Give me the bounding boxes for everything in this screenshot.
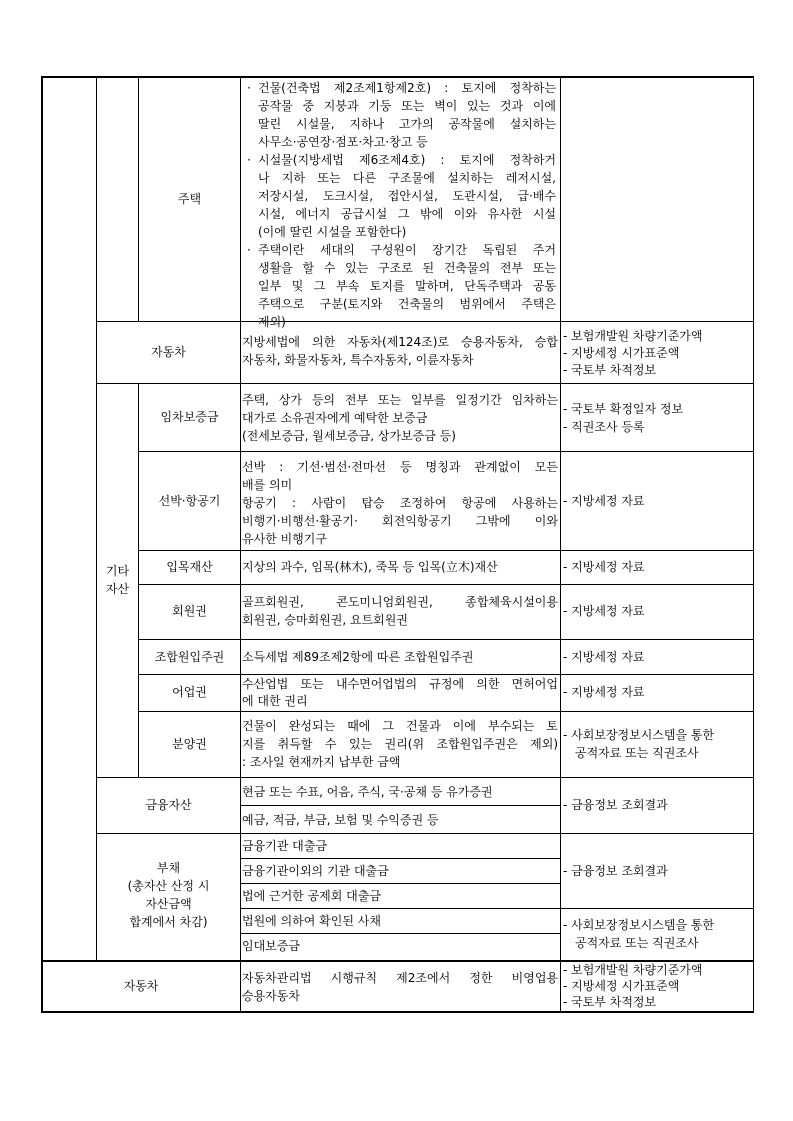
membership-description-line: 골프회원권, 콘도미니엄회원권, 종합체육시설이용 xyxy=(242,595,558,609)
housing-bullet3-line: 제외) xyxy=(258,315,286,329)
row-divider xyxy=(240,805,560,806)
deposit-source-line: - 국토부 확정일자 정보 xyxy=(563,402,684,416)
debt-item: 법원에 의하여 확인된 사채 xyxy=(242,914,381,928)
table-border-left xyxy=(41,76,43,1012)
row-divider xyxy=(138,584,754,585)
housing-bullet2-line: 나 지하 또는 다른 구조물에 설치하는 레저시설, xyxy=(258,171,556,185)
row-label-debt: 자산금액 xyxy=(145,897,192,911)
row-divider xyxy=(240,858,560,859)
row-label-forest: 입목재산 xyxy=(166,560,213,574)
car-description-line: 지방세법에 의한 자동차(제124조)로 승용자동차, 승합 xyxy=(242,335,558,349)
debt-item: 금융기관이외의 기관 대출금 xyxy=(242,864,389,878)
housing-bullet2-line: 시설, 에너지 공급시설 그 밖에 이와 유사한 시설 xyxy=(258,207,556,221)
forest-source: - 지방세정 자료 xyxy=(563,560,645,574)
car-source-line: - 국토부 차적정보 xyxy=(563,363,657,377)
car2-description-line: 자동차관리법 시행규칙 제2조에서 정한 비영업용 xyxy=(242,971,558,985)
row-label-presale-right: 분양권 xyxy=(172,737,207,751)
deposit-description-line: 대가로 소유권자에게 예탁한 보증금 xyxy=(242,411,428,425)
table-border-bottom xyxy=(41,1011,754,1013)
presale-source-line: - 사회보장정보시스템을 통한 xyxy=(563,728,715,742)
car-description-line: 자동차, 화물자동차, 특수자동차, 이륜자동차 xyxy=(242,353,474,367)
housing-bullet2-line: 저장시설, 도크시설, 접안시설, 도관시설, 급·배수 xyxy=(258,189,556,203)
ship-description-line: 선박 : 기선·범선·전마선 등 명칭과 관계없이 모든 xyxy=(242,460,558,474)
row-label-union-right: 조합원입주권 xyxy=(154,650,225,664)
debt-source-line: 공적자료 또는 직권조사 xyxy=(575,936,699,950)
ship-description-line: 비행기·비행선·활공기· 회전익항공기 그밖에 이와 xyxy=(242,514,558,528)
row-divider xyxy=(96,777,754,778)
finance-source: - 금융정보 조회결과 xyxy=(563,798,668,812)
column-divider xyxy=(240,76,241,1012)
row-label-car-2: 자동차 xyxy=(123,979,159,993)
housing-bullet2-line: (이에 딸린 시설을 포함한다) xyxy=(258,225,407,239)
debt-item: 법에 근거한 공제회 대출금 xyxy=(242,889,381,903)
deposit-description-line: 주택, 상가 등의 전부 또는 일부를 일정기간 임차하는 xyxy=(242,393,558,407)
finance-description: 현금 또는 수표, 어음, 주식, 국·공채 등 유가증권 xyxy=(242,785,493,799)
forest-description: 지상의 과수, 임목(林木), 죽목 등 입목(立木)재산 xyxy=(242,560,498,574)
car2-source-line: - 국토부 차적정보 xyxy=(563,995,657,1009)
bullet-mark: · xyxy=(247,81,251,95)
car2-description-line: 승용자동차 xyxy=(242,989,300,1003)
bullet-mark: · xyxy=(247,153,251,167)
fishing-description-line: 수산업법 또는 내수면어업법의 규정에 의한 면허어업 xyxy=(242,677,558,691)
housing-bullet1-line: 딸린 시설물, 지하나 고가의 공작물에 설치하는 xyxy=(258,117,556,131)
membership-source: - 지방세정 자료 xyxy=(563,604,645,618)
presale-description-line: 건물이 완성되는 때에 그 건물과 이에 부수되는 토 xyxy=(242,719,558,733)
row-label-financial-assets: 금융자산 xyxy=(145,798,192,812)
row-label-ship-aircraft: 선박·항공기 xyxy=(158,494,221,508)
row-label-car: 자동차 xyxy=(151,345,186,359)
row-label-membership: 회원권 xyxy=(172,604,207,618)
column-divider xyxy=(96,76,97,960)
union-source: - 지방세정 자료 xyxy=(563,650,645,664)
car-source-line: - 지방세정 시가표준액 xyxy=(563,346,680,360)
finance-description: 예금, 적금, 부금, 보험 및 수익증권 등 xyxy=(242,813,439,827)
table-border-top xyxy=(41,76,754,78)
row-label-housing: 주택 xyxy=(177,192,202,206)
debt-item: 금융기관 대출금 xyxy=(242,839,327,853)
debt-item: 임대보증금 xyxy=(242,939,300,953)
row-divider xyxy=(138,674,754,675)
presale-description-line: 지를 취득할 수 있는 권리(위 조합원입주권은 제외) xyxy=(242,737,558,751)
housing-bullet1-line: 공작물 중 지붕과 기둥 또는 벽이 있는 것과 이에 xyxy=(258,99,556,113)
housing-bullet2-line: 시설물(지방세법 제6조제4호) : 토지에 정착하거 xyxy=(258,153,556,167)
membership-description-line: 회원권, 승마회원권, 요트회원권 xyxy=(242,613,408,627)
row-divider xyxy=(96,833,754,834)
row-divider xyxy=(240,933,560,934)
housing-bullet1-line: 사무소·공연장·점포·차고·창고 등 xyxy=(258,135,428,149)
row-label-deposit: 임차보증금 xyxy=(160,410,219,424)
row-label-debt: 합계에서 차감) xyxy=(129,915,208,929)
housing-bullet3-line: 주택이란 세대의 구성원이 장기간 독립된 주거 xyxy=(258,243,556,257)
car2-source-line: - 보험개발원 차량기준가액 xyxy=(563,963,703,977)
row-divider xyxy=(138,550,754,551)
debt-source-line: - 사회보장정보시스템을 통한 xyxy=(563,918,715,932)
ship-description-line: 항공기 : 사람이 탑승 조정하여 항공에 사용하는 xyxy=(242,496,558,510)
housing-bullet1-line: 건물(건축법 제2조제1항제2호) : 토지에 정착하는 xyxy=(258,81,556,95)
row-divider xyxy=(240,908,754,909)
deposit-source-line: - 직권조사 등록 xyxy=(563,420,645,434)
fishing-source: - 지방세정 자료 xyxy=(563,685,645,699)
row-divider xyxy=(240,883,560,884)
bullet-mark: · xyxy=(247,243,251,257)
table-border-right xyxy=(753,76,754,1012)
group-label-other-assets: 자산 xyxy=(105,582,130,596)
union-description: 소득세법 제89조제2항에 따른 조합원입주권 xyxy=(242,650,474,664)
deposit-description-line: (전세보증금, 월세보증금, 상가보증금 등) xyxy=(242,429,456,443)
ship-source: - 지방세정 자료 xyxy=(563,494,645,508)
column-divider xyxy=(560,76,561,1012)
presale-description-line: : 조사일 현재까지 납부한 금액 xyxy=(242,755,401,769)
row-divider xyxy=(138,711,754,712)
ship-description-line: 배를 의미 xyxy=(242,478,293,492)
housing-bullet3-line: 일부 및 그 부속 토지를 말하며, 단독주택과 공동 xyxy=(258,279,556,293)
row-divider xyxy=(138,639,754,640)
housing-bullet3-line: 생활을 할 수 있는 구조로 된 건축물의 전부 또는 xyxy=(258,261,556,275)
housing-bullet3-line: 주택으로 구분(토지와 건축물의 범위에서 주택은 xyxy=(258,297,556,311)
column-divider xyxy=(138,383,139,777)
row-divider xyxy=(138,451,754,452)
ship-description-line: 유사한 비행기구 xyxy=(242,532,327,546)
row-label-debt: (총자산 산정 시 xyxy=(127,879,210,893)
car-source-line: - 보험개발원 차량기준가액 xyxy=(563,329,703,343)
row-divider xyxy=(96,383,754,384)
row-label-fishing-right: 어업권 xyxy=(172,685,207,699)
group-label-other-assets: 기타 xyxy=(105,564,130,578)
debt-source: - 금융정보 조회결과 xyxy=(563,864,668,878)
fishing-description-line: 에 대한 권리 xyxy=(242,694,308,708)
row-label-debt: 부채 xyxy=(156,861,181,875)
presale-source-line: 공적자료 또는 직권조사 xyxy=(575,746,699,760)
car2-source-line: - 지방세정 시가표준액 xyxy=(563,979,680,993)
